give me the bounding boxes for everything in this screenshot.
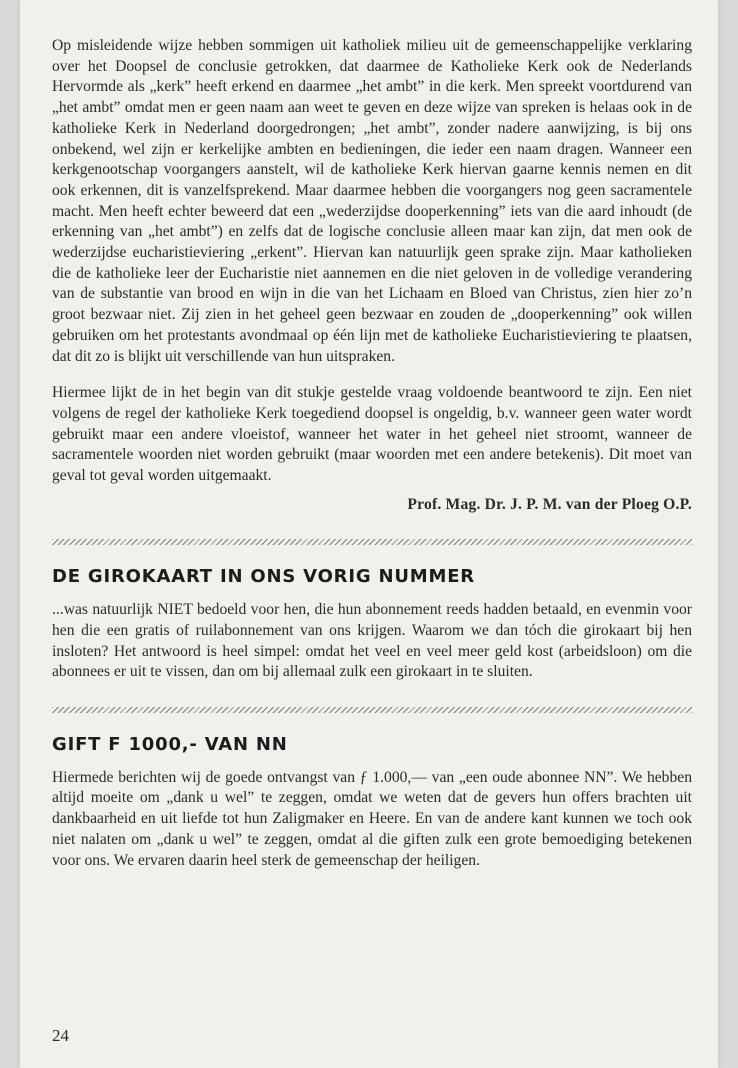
document-page	[20, 0, 718, 1068]
girokaart-heading: DE GIROKAART IN ONS VORIG NUMMER	[52, 566, 475, 588]
section-divider	[52, 707, 692, 713]
gift-body: Hiermede berichten wij de goede ontvangst van ƒ 1.000,— van „een oude abonnee NN”. We hebben altijd moeite om „dank u wel” te zeggen, omdat we weten dat de gevers hun offers brachten uit dankbaarheid en uit liefde tot hun Zaligmaker en Heere. En van de andere kant kunnen we toch ook niet nalaten om „dank u wel” te zeggen, omdat al die giften zulk een grote bemoediging betekenen voor ons. We ervaren daarin heel sterk de gemeenschap der heiligen.	[52, 768, 692, 869]
page-number: 24	[52, 1026, 69, 1045]
girokaart-body: ...was natuurlijk NIET bedoeld voor hen, die hun abonnement reeds hadden betaald, en evenmin voor hen die een gratis of ruilabonnement van ons krijgen. Waarom we dan tóch die girokaart bij hen insloten? Het antwoord is heel simpel: omdat het veel en veel meer geld kost (arbeidsloon) om die abonnees er uit te vissen, dan om bij allemaal zulk een girokaart in te sluiten.	[52, 601, 692, 681]
article-paragraph-2: Hiermee lijkt de in het begin van dit stukje gestelde vraag voldoende beantwoord te zijn. Een niet volgens de regel der katholieke Kerk toegediend doopsel is ongeldig, b.v. wanneer geen water wordt gebruikt maar een andere vloeistof, wanneer het water in het geheel niet stroomt, wanneer de sacramentele woorden niet worden gebruikt (maar woorden met een andere betekenis). Dit moet van geval tot geval worden uitgemaakt.	[52, 384, 692, 485]
article-paragraph-1: Op misleidende wijze hebben sommigen uit katholiek milieu uit de gemeenschappelijke verklaring over het Doopsel de conclusie getrokken, dat daarmee de Katholieke Kerk ook de Nederlands Hervormde als „kerk” heeft erkend en daarmee „het ambt” in die kerk. Men spreekt voortdurend van „het ambt” omdat men er geen naam aan weet te geven en deze wijze van spreken is helaas ook in de katholieke Kerk in Nederland doorgedrongen; „het ambt”, zonder nadere aanwijzing, is bij ons onbekend, wel zijn er kerkelijke ambten en bedieningen, die ieder een naam dragen. Wanneer een kerkgenootschap voorgangers aanstelt, wil de katholieke Kerk hiervan gaarne kennis nemen en dit ook erkennen, dit is vanzelfsprekend. Maar daarmee hebben die voorgangers nog geen sacramentele macht. Men heeft echter beweerd dat een „wederzijdse dooperkenning” iets van die aard inhoudt (de erkenning van „het ambt”) en zelfs dat de logische conclusie alleen maar kan zijn, dat men ook de wederzijdse eucharistieviering „erkent”. Hiervan kan natuurlijk geen sprake zijn. Maar katholieken die de katholieke leer der Eucharistie niet aannemen en die niet geloven in de volledige verandering van de substantie van brood en wijn in die van het Lichaam en Bloed van Christus, zien hier zo’n groot bezwaar niet. Zij zien in het geheel geen bezwaar en zouden de „dooperkenning” ook willen gebruiken om het protestants avondmaal op één lijn met de katholieke Eucharistieviering te plaatsen, dat dit zo is blijkt uit verschillende van hun uitspraken.	[52, 37, 692, 365]
section-divider	[52, 539, 692, 545]
gift-heading: GIFT F 1000,- VAN NN	[52, 733, 288, 755]
author-signature: Prof. Mag. Dr. J. P. M. van der Ploeg O.P.	[407, 495, 692, 513]
page-content	[52, 36, 692, 871]
